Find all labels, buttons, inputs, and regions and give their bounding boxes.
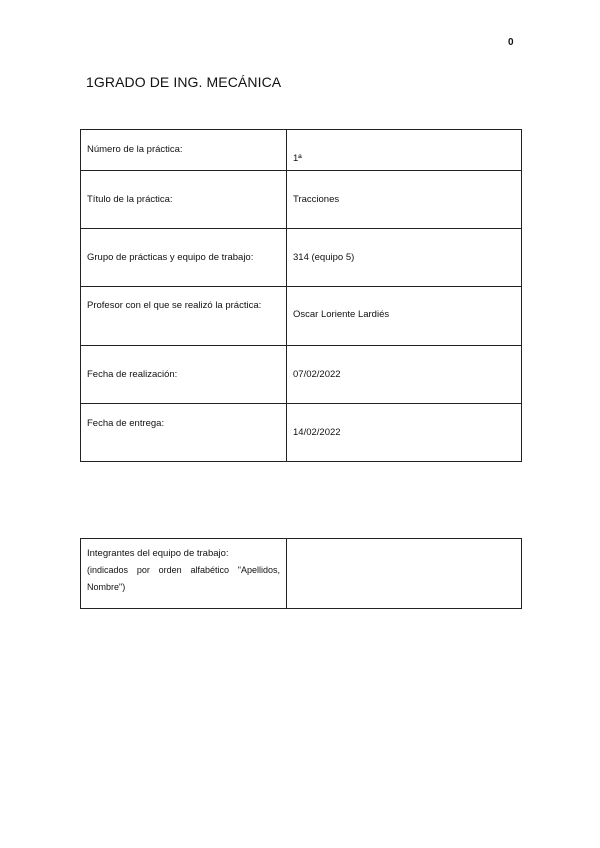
table-row (81, 404, 522, 462)
professor-label: Profesor con el que se realizó la práctica: (81, 287, 287, 346)
document-title: 1GRADO DE ING. MECÁNICA (86, 74, 282, 90)
table-row (81, 346, 522, 404)
table-row (81, 287, 522, 346)
team-members-label-line2: (indicados por orden alfabético "Apellidos, Nombre") (87, 565, 280, 592)
practice-title-value: Tracciones (287, 171, 522, 229)
practice-title-label: Título de la práctica: (81, 171, 287, 229)
practice-number-label: Número de la práctica: (81, 130, 287, 171)
professor-value: Oscar Loriente Lardiés (287, 287, 522, 346)
practice-number-value: 1ª (287, 130, 522, 171)
table-row (81, 171, 522, 229)
realization-date-value: 07/02/2022 (287, 346, 522, 404)
practice-info-table (80, 129, 522, 462)
table-row (81, 130, 522, 171)
page-number: 0 (508, 37, 514, 48)
group-label: Grupo de prácticas y equipo de trabajo: (81, 229, 287, 287)
team-members-value (287, 539, 522, 609)
group-value: 314 (equipo 5) (287, 229, 522, 287)
team-members-label-line1: Integrantes del equipo de trabajo: (87, 548, 229, 559)
delivery-date-value: 14/02/2022 (287, 404, 522, 462)
team-members-label (81, 539, 287, 609)
delivery-date-label: Fecha de entrega: (81, 404, 287, 462)
team-members-table (80, 538, 522, 609)
table-row (81, 229, 522, 287)
table-row (81, 539, 522, 609)
realization-date-label: Fecha de realización: (81, 346, 287, 404)
